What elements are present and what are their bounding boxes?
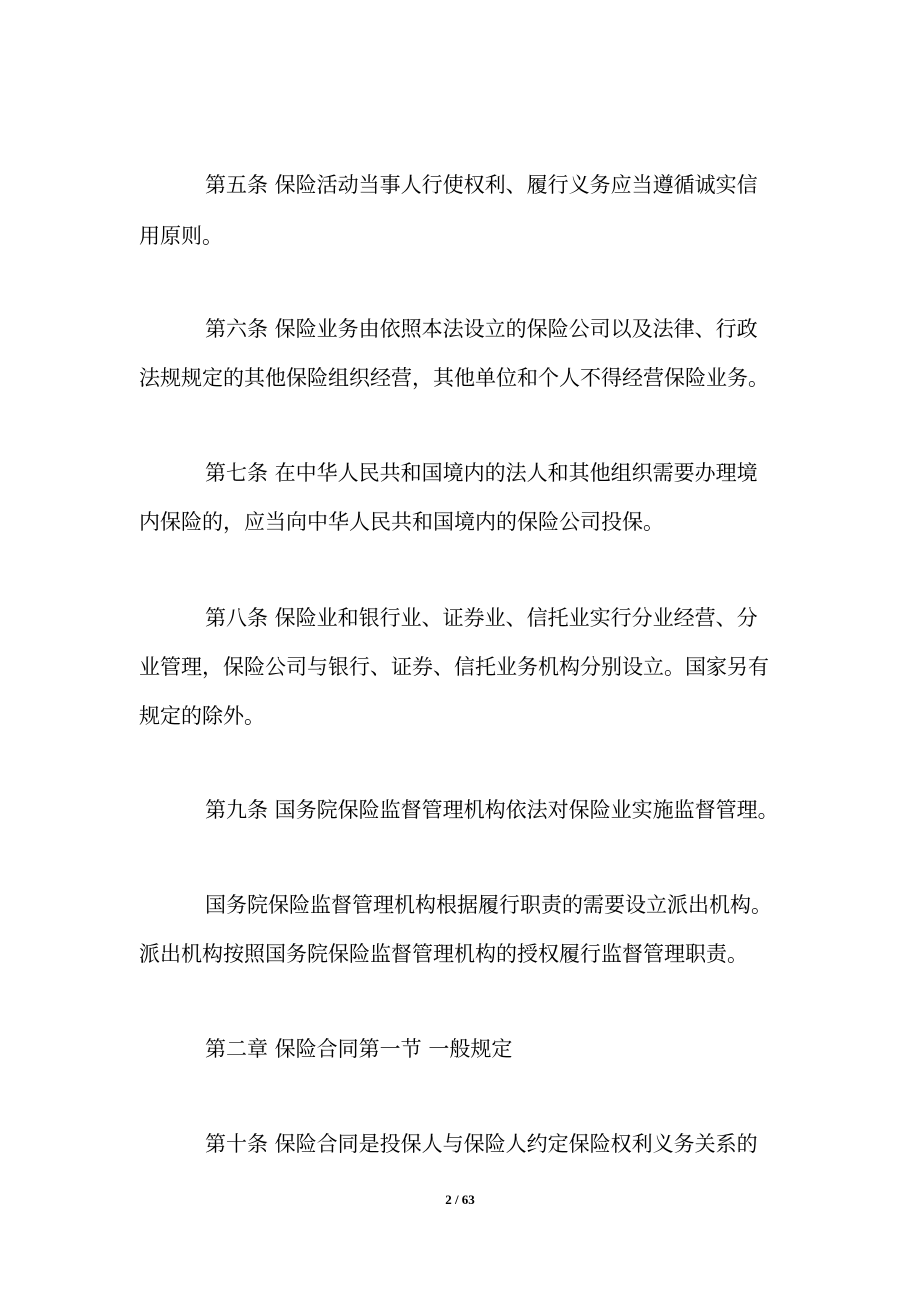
text-line: 第五条 保险活动当事人行使权利、履行义务应当遵循诚实信 xyxy=(205,173,758,197)
chapter-title: 第二章 保险合同第一节 一般规定 xyxy=(205,1037,513,1061)
text-line: 内保险的，应当向中华人民共和国境内的保险公司投保。 xyxy=(139,510,664,534)
text-line: 业管理，保险公司与银行、证券、信托业务机构分别设立。国家另有 xyxy=(139,655,769,679)
text-line: 第十条 保险合同是投保人与保险人约定保险权利义务关系的 xyxy=(205,1132,758,1156)
text-line: 第六条 保险业务由依照本法设立的保险公司以及法律、行政 xyxy=(205,317,758,341)
text-line: 第七条 在中华人民共和国境内的法人和其他组织需要办理境 xyxy=(205,461,758,485)
text-line: 第九条 国务院保险监督管理机构依法对保险业实施监督管理。 xyxy=(205,798,779,822)
text-line: 派出机构按照国务院保险监督管理机构的授权履行监督管理职责。 xyxy=(139,942,748,966)
page-number: 2 / 63 xyxy=(445,1192,475,1207)
text-line: 用原则。 xyxy=(139,224,223,248)
text-line: 第八条 保险业和银行业、证券业、信托业实行分业经营、分 xyxy=(205,606,758,630)
text-line: 规定的除外。 xyxy=(139,704,265,728)
text-line: 国务院保险监督管理机构根据履行职责的需要设立派出机构。 xyxy=(205,893,772,917)
text-line: 法规规定的其他保险组织经营，其他单位和个人不得经营保险业务。 xyxy=(139,366,769,390)
